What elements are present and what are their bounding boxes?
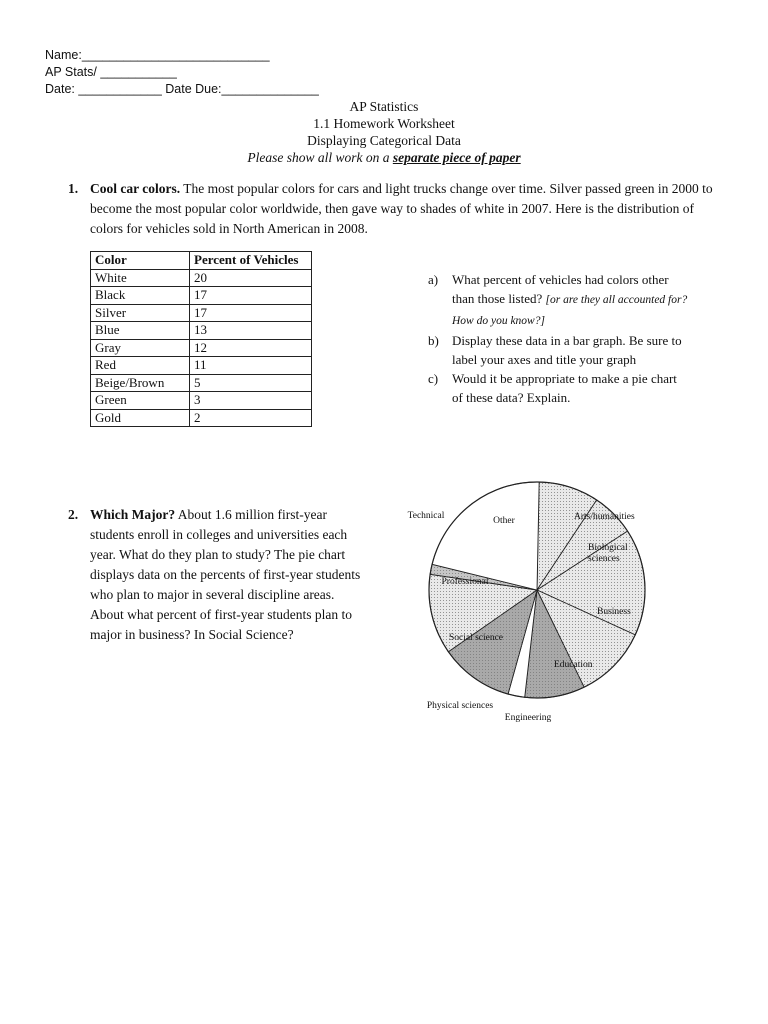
table-cell-color: White	[91, 269, 190, 287]
q1-part-a: a) What percent of vehicles had colors other than those listed? [or are they all accounted for? How do you know?]	[428, 272, 688, 327]
name-line: Name:___________________________	[45, 48, 270, 62]
color-table	[90, 251, 312, 427]
q2-number: 2.	[68, 507, 79, 522]
q1-parts	[428, 270, 688, 407]
q1-part-c: c) Would it be appropriate to make a pie chart of these data? Explain.	[428, 371, 677, 405]
table-cell-color: Gray	[91, 339, 190, 357]
table-cell-color: Beige/Brown	[91, 374, 190, 392]
class-line: AP Stats/ ___________	[45, 65, 177, 79]
table-row	[91, 374, 312, 392]
q2-lead: Which Major?	[90, 507, 176, 522]
q1-body: The most popular colors for cars and light trucks change over time. Silver passed green in 2000 to become the most popular color worldwide, then gave way to shades of white in 2007. Here is the distribution of colors for vehicles sold in North American in 2008.	[90, 181, 713, 236]
table-cell-percent: 12	[190, 339, 312, 357]
pie-label: Physical sciences	[426, 701, 494, 711]
topic-title: Displaying Categorical Data	[307, 133, 461, 148]
table-cell-percent: 13	[190, 322, 312, 340]
table-header-color: Color	[91, 252, 190, 270]
date-line: Date: ____________ Date Due:______________	[45, 82, 319, 96]
table-row	[91, 392, 312, 410]
pie-label: Arts/humanities	[574, 512, 635, 522]
pie-label: sciences	[588, 554, 620, 564]
table-cell-color: Silver	[91, 304, 190, 322]
table-cell-percent: 17	[190, 304, 312, 322]
pie-label: Education	[554, 660, 593, 670]
pie-label: Social science	[448, 633, 504, 643]
table-row	[91, 304, 312, 322]
q1-number: 1.	[68, 181, 79, 196]
note-emphasis: separate piece of paper	[392, 150, 521, 165]
q1-part-a-hint: [or are they all accounted for? How do you know?]	[452, 294, 688, 327]
pie-label: Professional	[441, 577, 489, 587]
q1-lead: Cool car colors.	[90, 181, 181, 196]
q1-part-b: b) Display these data in a bar graph. Be sure to label your axes and title your graph	[428, 333, 682, 367]
title-block	[0, 98, 768, 166]
table-cell-color: Gold	[91, 409, 190, 427]
worksheet-title: 1.1 Homework Worksheet	[313, 116, 455, 131]
pie-label: Engineering	[504, 713, 552, 723]
table-row	[91, 287, 312, 305]
table-header-row	[91, 252, 312, 270]
table-cell-color: Green	[91, 392, 190, 410]
table-row	[91, 269, 312, 287]
pie-label: Business	[597, 607, 631, 617]
q2-body: About 1.6 million first-year students enroll in colleges and universities each year. What do they plan to study? The pie chart displays data on the percents of first-year students who plan to major in several discipline areas. About what percent of first-year students plan to major in business? In Social Science?	[90, 507, 361, 642]
q1-text	[90, 179, 730, 239]
table-cell-color: Red	[91, 357, 190, 375]
table-cell-percent: 3	[190, 392, 312, 410]
table-cell-color: Black	[91, 287, 190, 305]
course-title: AP Statistics	[349, 99, 419, 114]
majors-pie-chart	[400, 470, 700, 730]
pie-label: Technical	[407, 511, 445, 521]
instruction-note	[0, 149, 768, 166]
table-cell-percent: 20	[190, 269, 312, 287]
table-row	[91, 357, 312, 375]
table-cell-percent: 2	[190, 409, 312, 427]
table-cell-color: Blue	[91, 322, 190, 340]
note-prefix: Please show all work on a	[247, 150, 393, 165]
table-row	[91, 339, 312, 357]
table-row	[91, 409, 312, 427]
table-cell-percent: 17	[190, 287, 312, 305]
pie-label: Other	[493, 516, 515, 526]
pie-label: Biological	[588, 543, 628, 553]
table-cell-percent: 5	[190, 374, 312, 392]
table-cell-percent: 11	[190, 357, 312, 375]
q2-text	[90, 505, 362, 645]
table-header-percent: Percent of Vehicles	[190, 252, 312, 270]
table-row	[91, 322, 312, 340]
